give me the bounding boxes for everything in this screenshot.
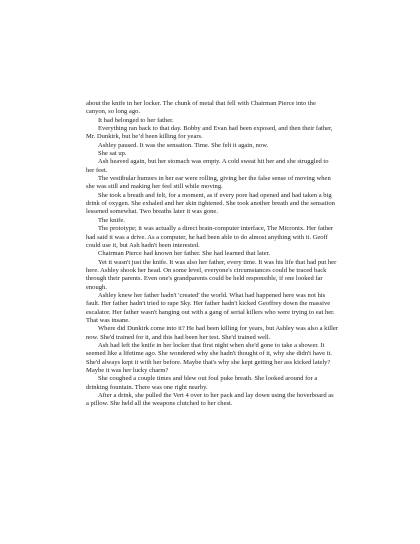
- paragraph: Chairman Pierce had known her father. She had learned that later.: [98, 250, 270, 258]
- paragraph: The prototype; it was actually a direct brain-computer interface, The Micronix. Her father had said it was a drive. As a computer, he had been able to do almost anything with it. Geoff could use it, but Ash hadn't been interested.: [86, 225, 334, 249]
- paragraph: Ashley paused. It was the sensation. Time. She felt it again, now.: [98, 141, 269, 149]
- paragraph: The knife.: [98, 216, 125, 224]
- paragraph: It had belonged to her father.: [98, 116, 174, 124]
- paragraph: She coughed a couple times and blew out foul puke breath. She looked around for a drinking fountain. There was one right nearby.: [86, 375, 318, 391]
- paragraph: Ash heaved again, but her stomach was empty. A cold sweat hit her and she struggled to her feet.: [86, 158, 329, 174]
- paragraph: Ash had left the knife in her locker that first night when she'd gone to take a shower. It seemed like a lifetime ago. She wondered why she hadn't thought of it, why she didn't have it. She'd always kept it with her before. Maybe that's why she kept getting her ass kicked lately? Maybe it was her lucky charm?: [86, 341, 332, 374]
- paragraph: She sat up.: [98, 150, 127, 158]
- paragraph: Where did Dunkirk come into it? He had been killing for years, but Ashley was also a killer now. She'd trained for it, and this had been her test. She'd trained well.: [86, 325, 338, 341]
- paragraph: After a drink, she pulled the Vert 4 over to her pack and lay down using the hoverboard as a pillow. She held all the weapons clutched to her chest.: [86, 392, 334, 408]
- paragraph: Ashley knew her father hadn't 'created' the world. What had happened here was not his fault. Her father hadn't tried to rape Sky. Her father hadn't kicked Geoffrey down the massive escalator. Her father wasn't hanging out with a gang of serial killers who were trying to eat her. That was insane.: [86, 291, 335, 324]
- paragraph: She took a breath and felt, for a moment, as if every pore had opened and had taken a big drink of oxygen. She exhaled and her skin tightened. She took another breath and the sensation lessened somewhat. Two breaths later it was gone.: [86, 191, 335, 216]
- body-text: [86, 100, 338, 409]
- paragraph: Yet it wasn't just the knife. It was also her father, every time. It was his life that had put her here. Ashley shook her head. On some level, everyone's circumstances could be traced back through their parents. Even one's grandparents could be held responsible, if one looked far enough.: [86, 258, 337, 291]
- paragraph: The vestibular humors in her ear were rolling, giving her the false sense of moving when she was still and making her feel still while moving.: [86, 175, 331, 191]
- paragraph: about the knife in her locker. The chunk of metal that fell with Chairman Pierce into the canyon, so long ago.: [86, 100, 316, 116]
- paragraph: Everything ran back to that day. Bobby and Evan had been exposed, and then their father, Mr. Dunkirk, but he’d been killing for years.: [86, 125, 333, 141]
